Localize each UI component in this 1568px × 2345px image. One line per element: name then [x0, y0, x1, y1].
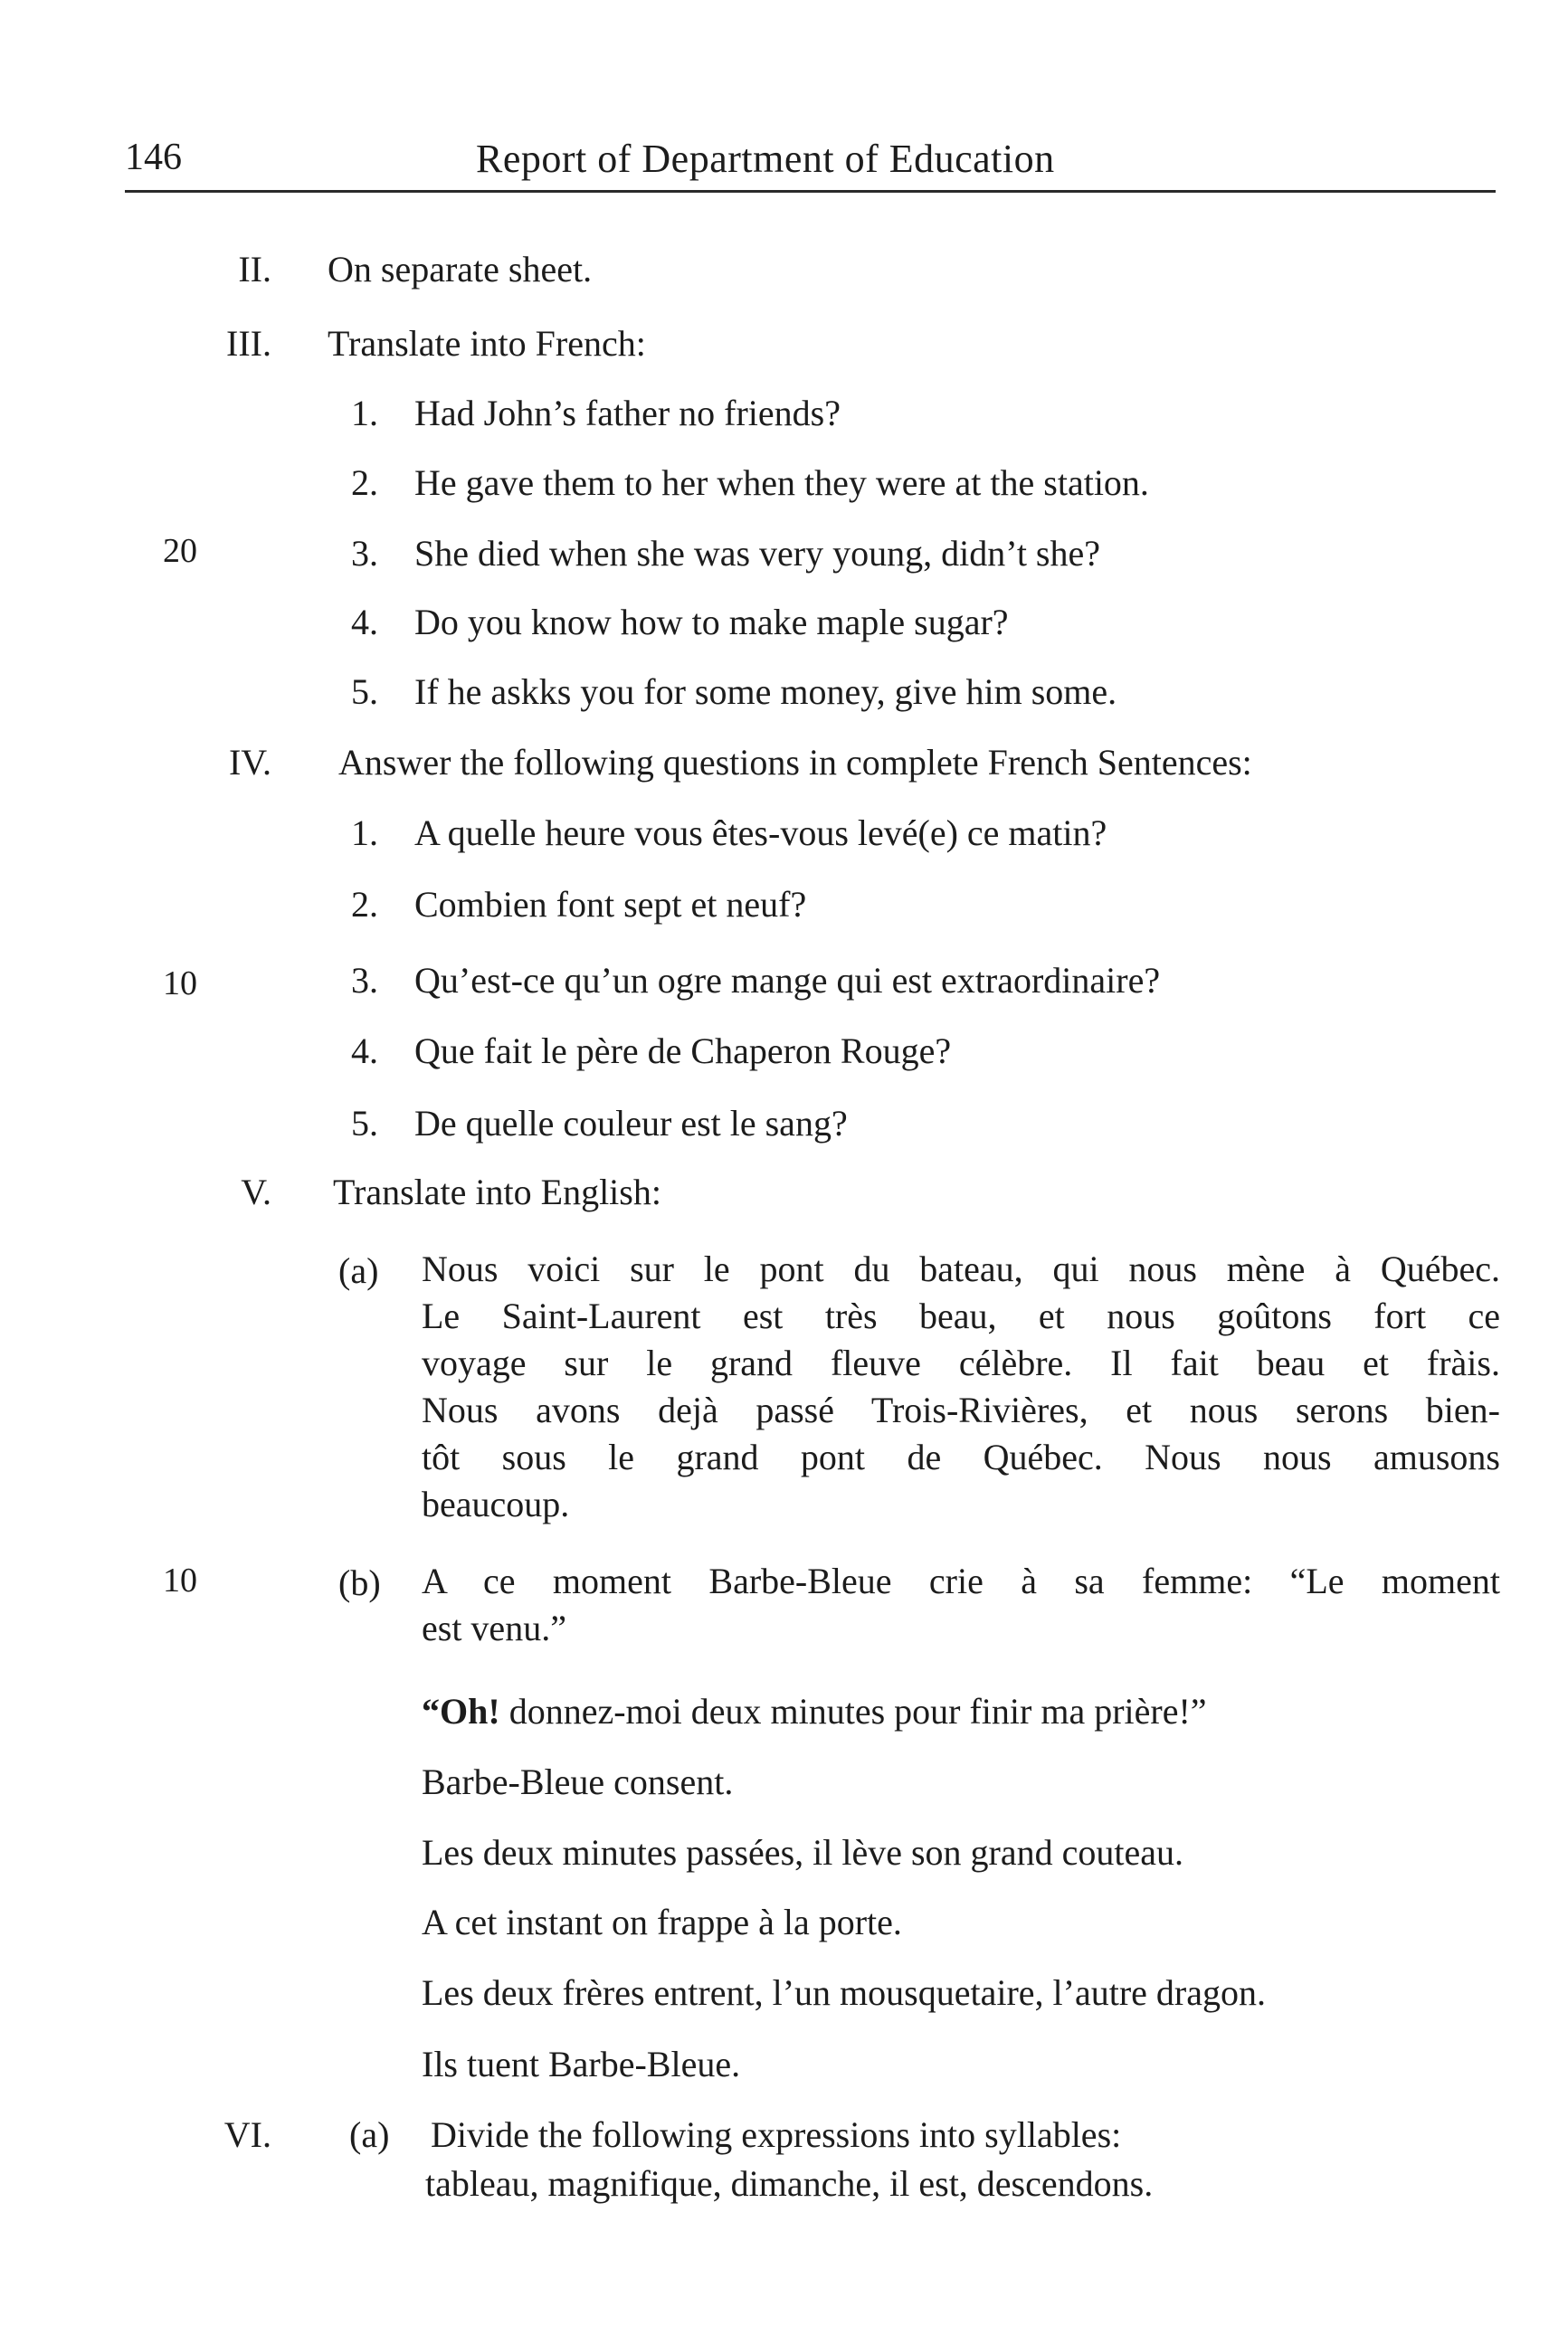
list-item: Qu’est-ce qu’un ogre mange qui est extraordinaire?: [414, 960, 1161, 1001]
section-numeral-iii: III.: [226, 323, 271, 364]
passage-line: est venu.”: [422, 1608, 566, 1648]
passage-line: Le Saint-Laurent est très beau, et nous goûtons fort ce: [422, 1296, 1500, 1336]
section-vi-text: tableau, magnifique, dimanche, il est, descendons.: [425, 2163, 1154, 2204]
passage-line: A ce moment Barbe-Bleue crie à sa femme: “Le moment: [422, 1561, 1500, 1601]
section-iv-heading: Answer the following questions in complete French Sentences:: [338, 742, 1252, 783]
margin-mark: 10: [163, 964, 197, 1002]
passage-line: Barbe-Bleue consent.: [422, 1761, 734, 1802]
list-item: She died when she was very young, didn’t she?: [414, 533, 1101, 574]
passage-line: voyage sur le grand fleuve célèbre. Il fait beau et fràis.: [422, 1343, 1500, 1383]
section-vi-text: Divide the following expressions into syllables:: [431, 2114, 1122, 2155]
passage-line: tôt sous le grand pont de Québec. Nous nous amusons: [422, 1437, 1500, 1477]
item-number: 4.: [351, 1030, 378, 1071]
list-item: Combien font sept et neuf?: [414, 884, 807, 925]
item-number: 1.: [351, 393, 378, 433]
sub-label-a: (a): [338, 1250, 379, 1291]
page-header: [0, 0, 1568, 195]
item-number: 4.: [351, 602, 378, 642]
passage-line: beaucoup.: [422, 1484, 570, 1524]
item-number: 5.: [351, 1103, 378, 1144]
list-item: De quelle couleur est le sang?: [414, 1103, 848, 1144]
list-item: Que fait le père de Chaperon Rouge?: [414, 1030, 952, 1071]
item-number: 2.: [351, 462, 378, 503]
passage-line: [422, 1691, 1207, 1732]
item-number: 3.: [351, 533, 378, 574]
item-number: 1.: [351, 812, 378, 853]
list-item: A quelle heure vous êtes-vous levé(e) ce matin?: [414, 812, 1107, 853]
list-item: If he askks you for some money, give him some.: [414, 671, 1117, 712]
passage-b: [422, 1558, 1500, 1652]
passage-line: Nous avons dejà passé Trois-Rivières, et nous serons bien-: [422, 1390, 1500, 1430]
margin-mark: 20: [163, 532, 197, 570]
list-item: He gave them to her when they were at the station.: [414, 462, 1149, 503]
section-numeral-ii: II.: [238, 249, 271, 290]
section-ii-text: On separate sheet.: [328, 249, 593, 290]
passage-a: [422, 1246, 1500, 1528]
section-numeral-iv: IV.: [228, 742, 271, 783]
section-numeral-v: V.: [241, 1172, 271, 1212]
passage-line: A cet instant on frappe à la porte.: [422, 1902, 902, 1942]
passage-line: Nous voici sur le pont du bateau, qui nous mène à Québec.: [422, 1248, 1500, 1289]
margin-mark: 10: [163, 1562, 197, 1600]
item-number: 3.: [351, 960, 378, 1001]
section-iii-heading: Translate into French:: [328, 323, 646, 364]
item-number: 2.: [351, 884, 378, 925]
list-item: Do you know how to make maple sugar?: [414, 602, 1009, 642]
header-rule: [125, 190, 1496, 193]
passage-line-rest: donnez-moi deux minutes pour finir ma prière!”: [499, 1691, 1207, 1732]
section-v-heading: Translate into English:: [333, 1172, 661, 1212]
running-title: Report of Department of Education: [476, 137, 1055, 181]
passage-line: Les deux frères entrent, l’un mousquetaire, l’autre dragon.: [422, 1972, 1266, 2013]
item-number: 5.: [351, 671, 378, 712]
list-item: Had John’s father no friends?: [414, 393, 841, 433]
passage-line: Les deux minutes passées, il lève son grand couteau.: [422, 1832, 1183, 1873]
emphasis-oh: “Oh!: [422, 1691, 500, 1732]
sub-label-b: (b): [338, 1562, 381, 1603]
passage-line: Ils tuent Barbe-Bleue.: [422, 2044, 741, 2084]
sub-label-a: (a): [349, 2114, 390, 2155]
page-number: 146: [125, 137, 182, 178]
section-numeral-vi: VI.: [223, 2114, 271, 2155]
